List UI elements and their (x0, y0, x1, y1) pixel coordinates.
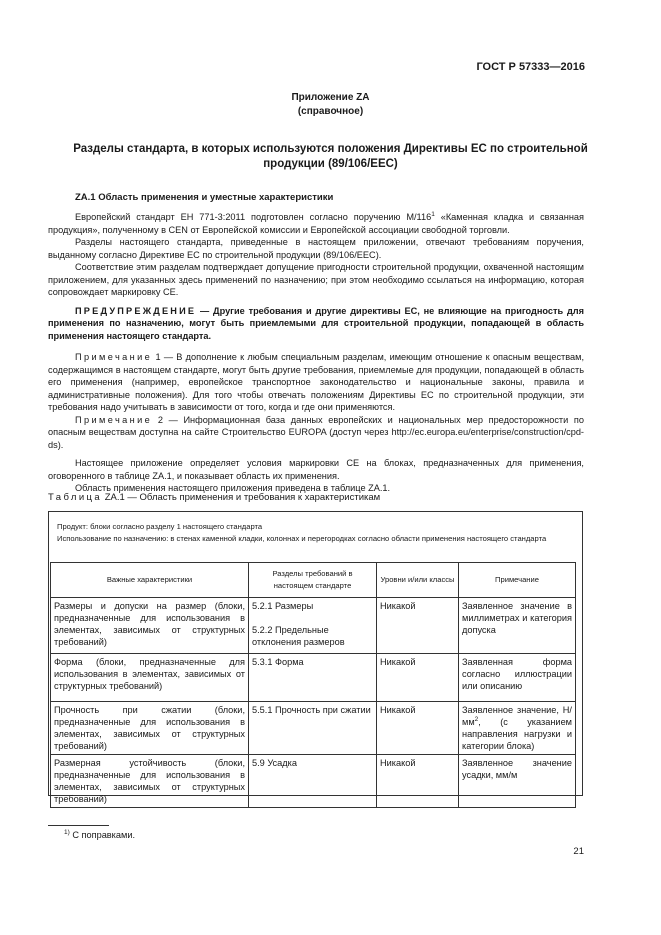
section-heading: ZA.1 Область применения и уместные характеристики (75, 192, 334, 203)
header-characteristics: Важные характеристики (51, 563, 249, 598)
cell-note: Заявленное значение усадки, мм/м (459, 755, 576, 808)
standard-number: ГОСТ Р 57333—2016 (476, 61, 585, 73)
footnote-text: С поправками. (69, 830, 136, 840)
note-text-a: Заявленное значение, Н/мм (462, 705, 572, 727)
note-1-label: Примечание (75, 352, 153, 362)
note-sup: 2 (474, 715, 479, 723)
footnote (64, 830, 135, 840)
note-2-label: Примечание (75, 414, 153, 425)
paragraph-2: Разделы настоящего стандарта, приведенные в настоящем приложении, отвечают требованиям поручения, выданному согласно Директиве ЕС по строительной продукции (89/106/EEC). (48, 237, 584, 260)
table-row (51, 755, 576, 808)
header-levels: Уровни и/или классы (377, 563, 459, 598)
paragraph-5: Область применения настоящего приложения приведена в таблице ZA.1. (75, 483, 391, 493)
cell-characteristic: Прочность при сжатии (блоки, предназначенные для использования в элементах, зависимых от структурных требований) (51, 702, 249, 755)
cell-level: Никакой (377, 755, 459, 808)
table-usage: Использование по назначению: в стенах каменной кладки, колоннах и перегородках согласно области применения настоящего стандарта (57, 534, 547, 543)
paragraph-4: Настоящее приложение определяет условия маркировки СЕ на блоках, предназначенных для применения, оговоренного в таблице ZA.1, и показывает область их применения. (48, 458, 584, 481)
table-header-row (51, 563, 576, 598)
cell-sections (249, 598, 377, 654)
p1-text-b: «Каменная кладка и связанная продукция», полученному в CEN от Европейской комиссии и Европейской ассоциации свободной торговли. (48, 212, 584, 235)
cell-level: Никакой (377, 654, 459, 702)
paragraph-3: Соответствие этим разделам подтверждает допущение пригодности строительной продукции, охваченной настоящим приложением, для указанных здесь применений по назначению; при этом необходимо ссылаться на информацию, которая сопровождает маркировку СЕ. (48, 262, 584, 297)
note-text-b: , (с указанием направления нагрузки и категории блока) (462, 717, 572, 751)
table-row (51, 654, 576, 702)
footnote-ref: 1 (431, 210, 435, 218)
header-sections: Разделы требований в настоящем стандарте (249, 563, 377, 598)
annex-title: Приложение ZA (291, 92, 370, 103)
table-caption (48, 492, 380, 503)
intro-paragraphs (48, 211, 584, 342)
table-caption-text: ZA.1 — Область применения и требования к характеристикам (102, 492, 381, 503)
warning-label: ПРЕДУПРЕЖДЕНИЕ (75, 305, 197, 316)
cell-note: Заявленная форма согласно иллюстрации или описанию (459, 654, 576, 702)
footnote-mark: 1) (64, 828, 70, 836)
table-info (57, 521, 573, 545)
cell-characteristic: Размерная устойчивость (блоки, предназначенные для использования в элементах, зависимых от структурных требований) (51, 755, 249, 808)
note-2-text: 2 — Информационная база данных европейских и национальных мер предосторожности по опасным веществам доступна на сайте Строительство EUROPA (доступ через http://ec.europa.eu/enterprise/construction/cpd-ds). (48, 414, 584, 450)
page-number: 21 (573, 846, 584, 857)
annex-heading (0, 91, 661, 119)
footnote-divider (48, 825, 109, 826)
note-1 (48, 351, 584, 414)
note-2 (48, 414, 584, 452)
cell-level: Никакой (377, 598, 459, 654)
paragraph-1 (48, 211, 584, 236)
cell-section-b: 5.2.2 Предельные отклонения размеров (252, 625, 345, 647)
warning-text: — Другие требования и другие директивы ЕС, не влияющие на пригодность для применения по назначению, могут быть приемлемыми для строительной продукции, попадающей в область применения настоящего стандарта. (48, 305, 584, 341)
table-product: Продукт: блоки согласно разделу 1 настоящего стандарта (57, 522, 263, 531)
cell-section-a: 5.2.1 Размеры (252, 601, 314, 611)
cell-note (459, 702, 576, 755)
table-row (51, 702, 576, 755)
cell-sections: 5.9 Усадка (249, 755, 377, 808)
table-row (51, 598, 576, 654)
warning-paragraph (48, 305, 584, 343)
header-note: Примечание (459, 563, 576, 598)
cell-sections: 5.3.1 Форма (249, 654, 377, 702)
characteristics-table (50, 562, 576, 808)
cell-level: Никакой (377, 702, 459, 755)
annex-subtitle: (справочное) (297, 106, 364, 117)
cell-characteristic: Форма (блоки, предназначенные для использования в элементах, зависимых от структурных требований) (51, 654, 249, 702)
annex-main-title: Разделы стандарта, в которых используются положения Директивы ЕС по строительной продукции (89/106/EEC) (73, 143, 588, 170)
cell-note: Заявленное значение в миллиметрах и категория допуска (459, 598, 576, 654)
table-caption-label: Таблица (48, 492, 103, 503)
note-1-text: 1 — В дополнение к любым специальным разделам, имеющим отношение к опасным веществам, содержащимся в настоящем стандарте, могут быть другие требования, приемлемые для продукции, попадающей в область его применения (например, европейское транспортное законодательство и национальные законы, правила и административные положения). Для того чтобы отвечать положениям Директивы ЕС по строительной продукции, эти требования надо учитывать в зависимости от того, когда и где они применяются. (48, 352, 584, 412)
p1-text-a: Европейский стандарт ЕН 771-3:2011 подготовлен согласно поручению М/116 (75, 212, 432, 222)
notes-block (48, 351, 584, 495)
cell-characteristic: Размеры и допуски на размер (блоки, предназначенные для использования в элементах, зависимых от структурных требований) (51, 598, 249, 654)
cell-sections: 5.5.1 Прочность при сжатии (249, 702, 377, 755)
